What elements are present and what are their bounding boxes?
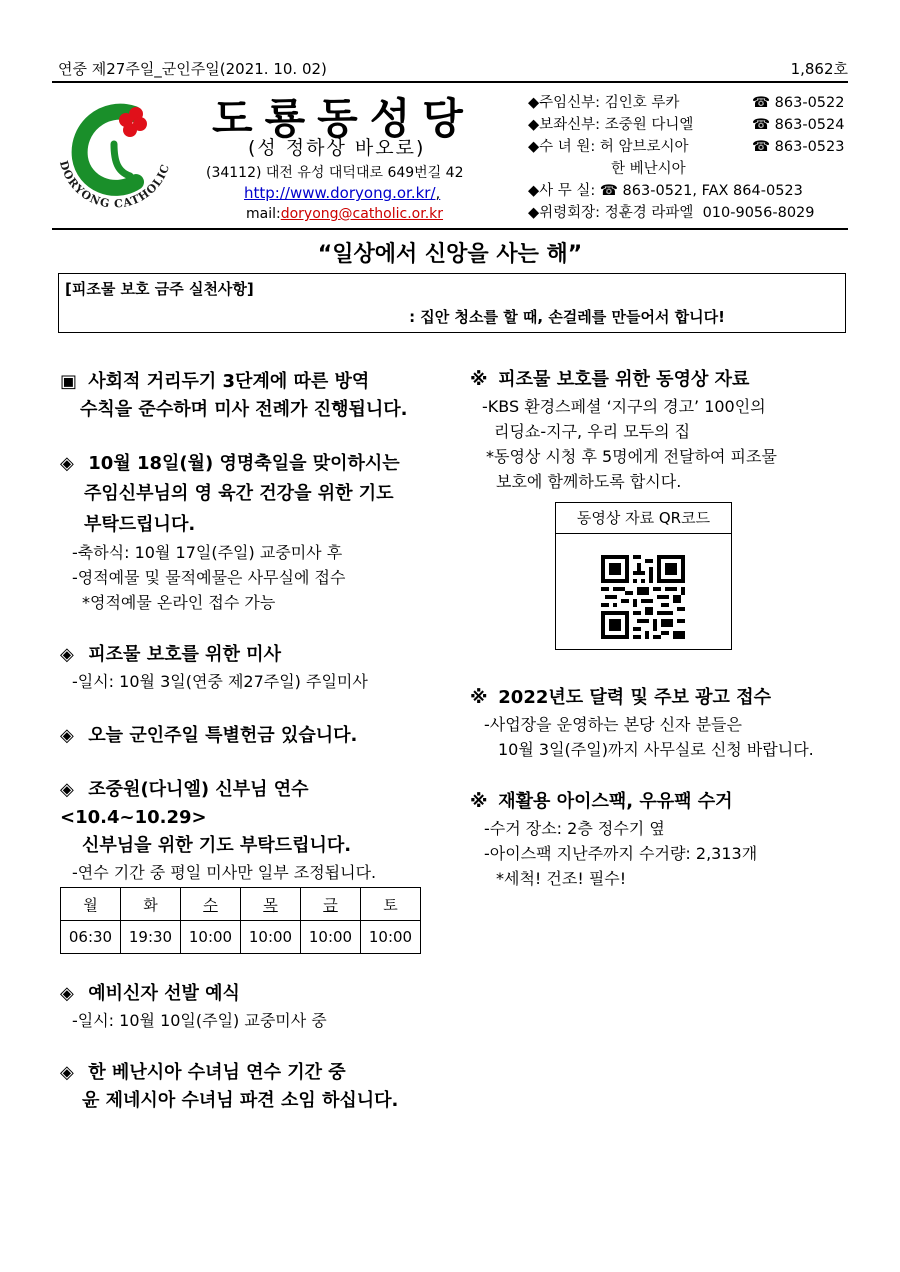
contact-row: ◆사 무 실: ☎ 863-0521, FAX 864-0523 bbox=[528, 183, 803, 199]
header-rule-bottom bbox=[52, 228, 848, 230]
email-line: mail:doryong@catholic.or.kr bbox=[246, 206, 444, 222]
schedule-time: 06:30 bbox=[61, 921, 121, 954]
header-rule-top bbox=[52, 81, 848, 83]
parish-logo bbox=[52, 92, 178, 222]
recycling-details: -수거 장소: 2층 정수기 옆 -아이스팩 지난주까지 수거량: 2,313개 *세척! 건조! 필수! bbox=[484, 819, 758, 888]
qr-code-icon[interactable] bbox=[601, 555, 685, 639]
feast-details: -축하식: 10월 17일(주일) 교중미사 후 -영적예물 및 물적예물은 사무실에 접수 *영적예물 온라인 접수 가능 bbox=[72, 543, 346, 612]
patron-saint: (성 정하상 바오로) bbox=[248, 137, 426, 159]
issue-number: 1,862호 bbox=[790, 60, 848, 78]
section-creation-mass: ◈ 피조물 보호를 위한 미사 bbox=[60, 644, 281, 665]
video-details: -KBS 환경스페셜 ‘지구의 경고’ 100인의 리딩쇼-지구, 우리 모두의 집 *동영상 시청 후 5명에게 전달하여 피조물 보호에 함께하도록 합시다. bbox=[482, 397, 777, 491]
notice-box bbox=[58, 273, 846, 333]
section-recycling: ※ 재활용 아이스팩, 우유팩 수거 bbox=[470, 791, 733, 812]
schedule-time: 10:00 bbox=[241, 921, 301, 954]
address: (34112) 대전 유성 대덕대로 649번길 42 bbox=[206, 165, 464, 181]
training-note: -연수 기간 중 평일 미사만 일부 조정됩니다. bbox=[72, 863, 377, 882]
contact-row: ◆주임신부: 김인호 루카 ☎ 863-0522 bbox=[528, 95, 845, 111]
section-quarantine: ▣ 사회적 거리두기 3단계에 따른 방역 수칙을 준수하며 미사 전례가 진행됩니다. bbox=[60, 371, 408, 420]
schedule-day: 금 bbox=[301, 888, 361, 921]
right-column-lower bbox=[470, 684, 850, 891]
schedule-day: 목 bbox=[241, 888, 301, 921]
mass-schedule-table bbox=[60, 887, 421, 954]
notice-body: : 집안 청소를 할 때, 손걸레를 만들어서 합니다! bbox=[409, 308, 725, 326]
schedule-day: 수 bbox=[181, 888, 241, 921]
section-sister-dispatch: ◈ 한 베난시아 수녀님 연수 기간 중 윤 제네시아 수녀님 파견 소임 하십니다. bbox=[60, 1062, 399, 1111]
schedule-time: 19:30 bbox=[121, 921, 181, 954]
section-feast: ◈ 10월 18일(월) 영명축일을 맞이하시는 주임신부님의 영 육간 건강을 위한 기도 부탁드립니다. bbox=[60, 453, 400, 535]
calendar-ads-details: -사업장을 운영하는 본당 신자 분들은 10월 3일(주일)까지 사무실로 신청 바랍니다. bbox=[484, 715, 814, 759]
schedule-time: 10:00 bbox=[301, 921, 361, 954]
contact-row: 한 베난시아 bbox=[611, 161, 686, 177]
website-link[interactable]: http://www.doryong.or.kr/, bbox=[244, 184, 441, 202]
creation-mass-date: -일시: 10월 3일(연중 제27주일) 주일미사 bbox=[72, 672, 368, 691]
schedule-day: 토 bbox=[361, 888, 421, 921]
qr-code-box bbox=[555, 502, 732, 650]
contact-row: ◆수 녀 원: 허 암브로시아 ☎ 863-0523 bbox=[528, 139, 845, 155]
section-video-resources: ※ 피조물 보호를 위한 동영상 자료 bbox=[470, 369, 750, 390]
section-catechumen-rite: ◈ 예비신자 선발 예식 bbox=[60, 983, 240, 1004]
left-column bbox=[60, 368, 450, 1115]
contact-row: ◆보좌신부: 조중원 다니엘 ☎ 863-0524 bbox=[528, 117, 845, 133]
parish-name: 도룡동성당 bbox=[212, 94, 475, 143]
schedule-time: 10:00 bbox=[181, 921, 241, 954]
logo-text: DORYONG CATHOLIC bbox=[56, 159, 173, 211]
year-theme: “일상에서 신앙을 사는 해” bbox=[317, 242, 583, 267]
section-priest-training: ◈ 조중원(다니엘) 신부님 연수<10.4~10.29> 신부님을 위한 기도 부탁드립니다. bbox=[60, 779, 352, 856]
issue-info: 연중 제27주일_군인주일(2021. 10. 02) bbox=[58, 60, 327, 78]
qr-code-label: 동영상 자료 QR코드 bbox=[556, 503, 731, 534]
section-special-collection: ◈ 오늘 군인주일 특별헌금 있습니다. bbox=[60, 725, 358, 746]
schedule-day: 월 bbox=[61, 888, 121, 921]
contact-row: ◆위령회장: 정훈경 라파엘 010-9056-8029 bbox=[528, 205, 815, 221]
schedule-days-row bbox=[61, 888, 421, 921]
schedule-times-row bbox=[61, 921, 421, 954]
email-link[interactable]: doryong@catholic.or.kr bbox=[280, 206, 444, 222]
catechumen-rite-date: -일시: 10월 10일(주일) 교중미사 중 bbox=[72, 1011, 327, 1030]
section-calendar-ads: ※ 2022년도 달력 및 주보 광고 접수 bbox=[470, 687, 771, 708]
right-column bbox=[470, 366, 850, 494]
schedule-day: 화 bbox=[121, 888, 181, 921]
contact-list bbox=[528, 92, 845, 224]
notice-heading: [피조물 보호 금주 실천사항] bbox=[65, 280, 254, 298]
schedule-time: 10:00 bbox=[361, 921, 421, 954]
